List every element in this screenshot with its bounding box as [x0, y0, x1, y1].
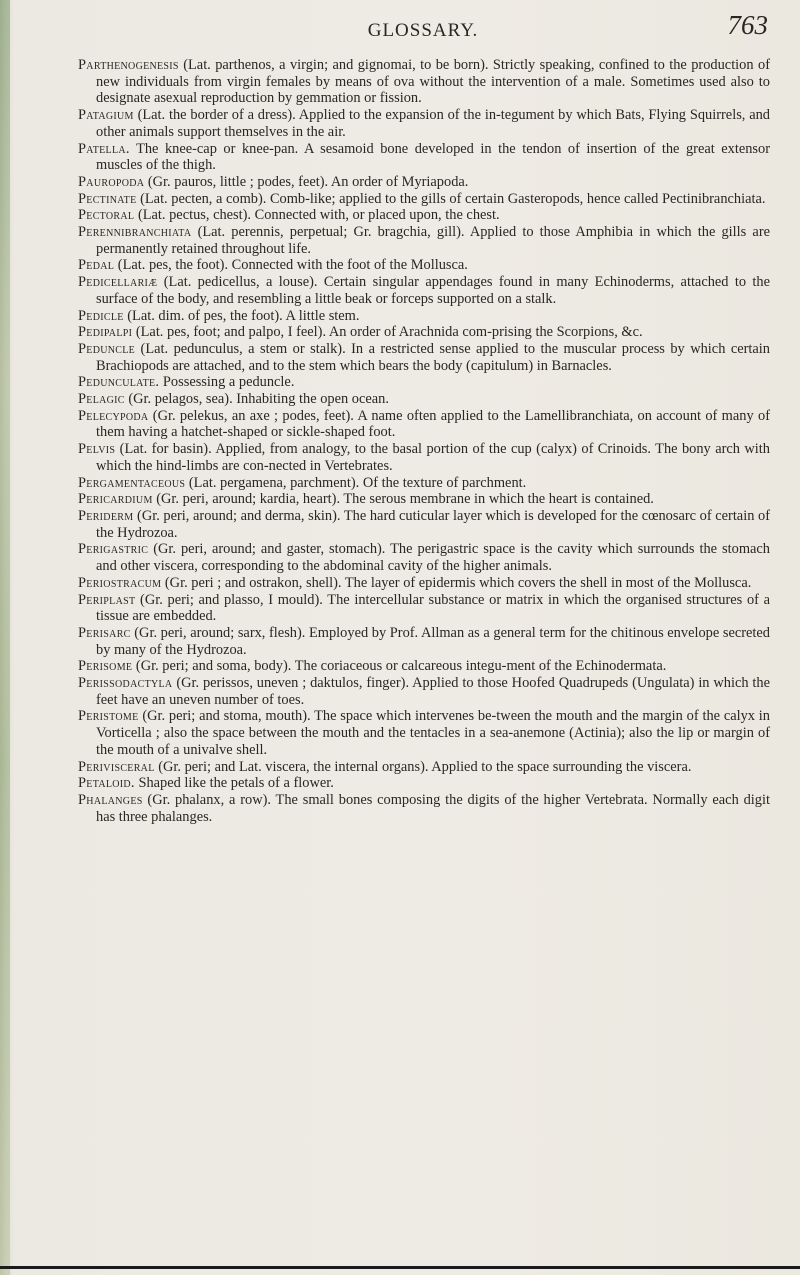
glossary-entry — [78, 308, 770, 325]
entry-term: Pelecypoda — [78, 407, 149, 424]
entry-definition: (Lat. pes, foot; and palpo, I feel). An order of Arachnida com-prising the Scorpions, &c. — [135, 324, 643, 341]
glossary-entry — [78, 625, 770, 658]
entry-definition: (Gr. peri ; and ostrakon, shell). The layer of epidermis which covers the shell in most of the Mollusca. — [164, 574, 752, 591]
glossary-entry — [78, 274, 770, 307]
entry-definition: (Lat. perennis, perpetual; Gr. bragchia, gill). Applied to those Amphibia in which the gills are permanently retained throughout life. — [96, 224, 770, 257]
glossary-entry — [78, 174, 770, 191]
entry-term: Pedicle — [78, 307, 124, 324]
entry-definition: (Lat. parthenos, a virgin; and gignomai, to be born). Strictly speaking, confined to the production of new individuals from virgin females by means of ova without the intervention of a male. Sometimes used also to designate asexual reproduction by gemmation or fission. — [96, 57, 770, 107]
glossary-entry — [78, 341, 770, 374]
entry-term: Parthenogenesis — [78, 57, 179, 73]
glossary-entry — [78, 257, 770, 274]
entry-term: Pelvis — [78, 441, 116, 458]
glossary-entry — [78, 141, 770, 174]
bottom-border — [0, 1266, 800, 1269]
glossary-entry — [78, 224, 770, 257]
page-edge-shadow — [0, 0, 10, 1275]
glossary-entry — [78, 658, 770, 675]
glossary-entry — [78, 575, 770, 592]
glossary-entry — [78, 508, 770, 541]
glossary-entry — [78, 207, 770, 224]
page-number: 763 — [727, 10, 768, 40]
glossary-entry — [78, 592, 770, 625]
entry-definition: (Gr. peri, around; sarx, flesh). Employed by Prof. Allman as a general term for the chitinous envelope secreted by many of the Hydrozoa. — [96, 624, 770, 658]
glossary-entry — [78, 107, 770, 140]
glossary-entry — [78, 441, 770, 474]
entry-term: Petaloid. — [78, 775, 135, 792]
entry-term: Periplast — [78, 591, 136, 608]
entry-term: Peduncle — [78, 340, 136, 357]
entry-definition: (Lat. pectus, chest). Connected with, or placed upon, the chest. — [137, 207, 500, 224]
entry-definition: (Gr. peri; and plasso, I mould). The intercellular substance or matrix in which the organised structures of a tissue are embedded. — [96, 591, 770, 625]
entry-term: Periderm — [78, 507, 134, 524]
glossary-entry — [78, 675, 770, 708]
entry-term: Pedicellariæ — [78, 274, 158, 291]
page-header — [78, 6, 768, 46]
entry-term: Pedipalpi — [78, 324, 133, 341]
entry-definition: (Lat. pergamena, parchment). Of the texture of parchment. — [188, 474, 527, 491]
entry-definition: (Lat. pedicellus, a louse). Certain singular appendages found in many Echinoderms, attached to the surface of the body, and resembling a little beak or forceps supported on a stalk. — [96, 274, 770, 307]
entry-term: Perigastric — [78, 541, 149, 558]
entry-definition: (Gr. pelagos, sea). Inhabiting the open ocean. — [128, 391, 389, 408]
entry-definition: (Lat. pes, the foot). Connected with the foot of the Mollusca. — [117, 257, 468, 274]
entry-term: Perisarc — [78, 624, 131, 641]
glossary-entry — [78, 57, 770, 107]
entry-term: Perissodactyla — [78, 675, 173, 692]
glossary-entry — [78, 324, 770, 341]
entry-definition: Possessing a peduncle. — [162, 374, 295, 391]
entry-term: Phalanges — [78, 791, 143, 808]
entry-definition: (Lat. pecten, a comb). Comb-like; applied to the gills of certain Gasteropods, hence called Pectinibranchiata. — [140, 190, 766, 207]
glossary-entry — [78, 391, 770, 408]
entry-term: Pericardium — [78, 491, 153, 508]
entry-term: Pergamentaceous — [78, 474, 186, 491]
entry-definition: (Gr. pelekus, an axe ; podes, feet). A name often applied to the Lamellibranchiata, on account of many of them having a hatchet-shaped or sickle-shaped foot. — [96, 407, 770, 441]
entry-term: Pauropoda — [78, 173, 145, 190]
entry-definition: (Gr. pauros, little ; podes, feet). An order of Myriapoda. — [147, 173, 469, 190]
entry-term: Pedunculate. — [78, 374, 160, 391]
entry-term: Perivisceral — [78, 758, 155, 775]
entry-definition: Shaped like the petals of a flower. — [138, 775, 334, 792]
entry-term: Periostracum — [78, 574, 162, 591]
entry-definition: (Gr. phalanx, a row). The small bones composing the digits of the higher Vertebrata. Normally each digit has three phalanges. — [96, 791, 770, 825]
entry-definition: (Gr. peri; and Lat. viscera, the internal organs). Applied to the space surrounding the viscera. — [158, 758, 692, 775]
entry-term: Perisome — [78, 658, 133, 675]
glossary-entry — [78, 792, 770, 825]
glossary-entry — [78, 708, 770, 758]
glossary-entry — [78, 775, 770, 792]
entry-term: Pectoral — [78, 207, 135, 224]
glossary-entries — [78, 57, 770, 825]
entry-definition: (Gr. peri, around; and derma, skin). The hard cuticular layer which is developed for the cœnosarc of certain of the Hydrozoa. — [96, 507, 770, 541]
entry-definition: (Gr. peri; and stoma, mouth). The space which intervenes be-tween the mouth and the margin of the calyx in Vorticella ; also the space between the mouth and the tentacles in a sea-anemone (Actinia); also the lip or margin of the mouth of a univalve shell. — [96, 708, 770, 758]
glossary-entry — [78, 191, 770, 208]
running-head: GLOSSARY. — [367, 20, 479, 41]
glossary-entry — [78, 491, 770, 508]
glossary-entry — [78, 475, 770, 492]
entry-term: Peristome — [78, 708, 139, 725]
entry-definition: (Lat. dim. of pes, the foot). A little stem. — [127, 307, 360, 324]
entry-definition: (Gr. peri, around; kardia, heart). The serous membrane in which the heart is contained. — [156, 491, 654, 508]
glossary-entry — [78, 408, 770, 441]
entry-term: Perennibranchiata — [78, 224, 192, 241]
glossary-entry — [78, 374, 770, 391]
entry-definition: (Lat. pedunculus, a stem or stalk). In a restricted sense applied to the muscular process by which certain Brachiopods are attached, and to the stem which bears the body (capitulum) in Barnacles. — [96, 340, 770, 374]
entry-definition: (Lat. for basin). Applied, from analogy, to the basal portion of the cup (calyx) of Crinoids. The bony arch with which the hind-limbs are con-nected in Vertebrates. — [96, 441, 770, 474]
entry-definition: (Gr. peri; and soma, body). The coriaceous or calcareous integu-ment of the Echinodermata. — [135, 658, 667, 675]
entry-term: Patella. — [78, 140, 130, 157]
entry-term: Pectinate — [78, 190, 137, 207]
entry-definition: (Gr. peri, around; and gaster, stomach). The perigastric space is the cavity which surrounds the stomach and other viscera, corresponding to the abdominal cavity of the higher animals. — [96, 541, 770, 575]
glossary-entry — [78, 541, 770, 574]
entry-term: Patagium — [78, 107, 134, 124]
entry-definition: The knee-cap or knee-pan. A sesamoid bone developed in the tendon of insertion of the great extensor muscles of the thigh. — [96, 140, 770, 174]
glossary-entry — [78, 759, 770, 776]
entry-term: Pedal — [78, 257, 115, 274]
entry-term: Pelagic — [78, 391, 125, 408]
entry-definition: (Gr. perissos, uneven ; daktulos, finger). Applied to those Hoofed Quadrupeds (Ungulata) in which the feet have an uneven number of toes. — [96, 675, 770, 708]
entry-definition: (Lat. the border of a dress). Applied to the expansion of the in-tegument by which Bats, Flying Squirrels, and other animals support themselves in the air. — [96, 107, 770, 140]
